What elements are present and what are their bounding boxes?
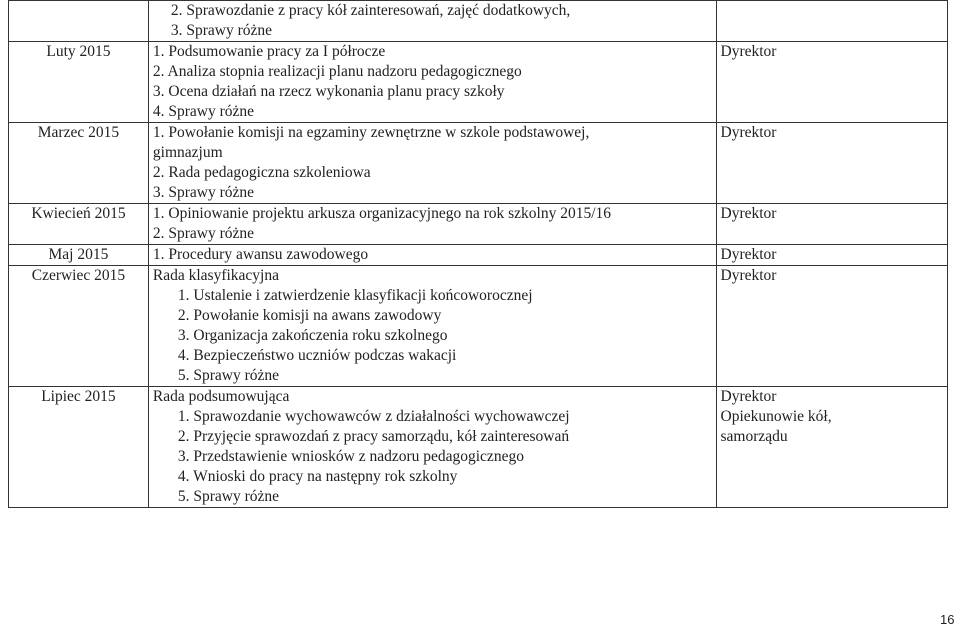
month-cell	[9, 1, 149, 42]
agenda-cell	[148, 387, 716, 508]
agenda-item: 1. Opiniowanie projektu arkusza organizacyjnego na rok szkolny 2015/16	[152, 205, 612, 222]
agenda-item: 1. Ustalenie i zatwierdzenie klasyfikacji końcoworocznej	[177, 287, 533, 304]
agenda-item: gimnazjum	[152, 144, 223, 161]
table-row	[9, 387, 948, 508]
agenda-item: 2. Analiza stopnia realizacji planu nadzoru pedagogicznego	[152, 63, 522, 80]
responsible-line: Dyrektor	[720, 388, 777, 405]
agenda-item: 1. Powołanie komisji na egzaminy zewnętrzne w szkole podstawowej,	[152, 124, 590, 141]
responsible-cell: Dyrektor	[716, 245, 947, 266]
agenda-item: 4. Wnioski do pracy na następny rok szkolny	[177, 468, 458, 485]
agenda-item: 2. Rada pedagogiczna szkoleniowa	[152, 164, 371, 181]
agenda-item: 2. Powołanie komisji na awans zawodowy	[177, 307, 442, 324]
responsible-cell: Dyrektor	[716, 123, 947, 204]
agenda-cell	[148, 1, 716, 42]
agenda-item: 3. Ocena działań na rzecz wykonania planu pracy szkoły	[152, 83, 505, 100]
month-cell: Kwiecień 2015	[9, 204, 149, 245]
agenda-cell	[148, 42, 716, 123]
agenda-item: 3. Przedstawienie wniosków z nadzoru pedagogicznego	[177, 448, 524, 465]
responsible-line: Opiekunowie kół,	[720, 408, 832, 425]
table-row	[9, 42, 948, 123]
agenda-item: 4. Bezpieczeństwo uczniów podczas wakacji	[177, 347, 457, 364]
responsible-cell: Dyrektor	[716, 42, 947, 123]
agenda-cell	[148, 123, 716, 204]
meeting-plan-table	[8, 0, 948, 508]
agenda-item: 2. Sprawozdanie z pracy kół zainteresowań, zajęć dodatkowych,	[170, 2, 571, 19]
month-cell: Luty 2015	[9, 42, 149, 123]
table-row	[9, 245, 948, 266]
agenda-heading: Rada klasyfikacyjna	[152, 267, 279, 284]
table-row	[9, 204, 948, 245]
responsible-cell	[716, 1, 947, 42]
page-number: 16	[940, 612, 955, 627]
table-row	[9, 266, 948, 387]
agenda-item: 2. Przyjęcie sprawozdań z pracy samorządu, kół zainteresowań	[177, 428, 570, 445]
responsible-cell: Dyrektor	[716, 204, 947, 245]
agenda-heading: Rada podsumowująca	[152, 388, 290, 405]
agenda-item: 3. Sprawy różne	[170, 22, 273, 39]
agenda-item: 3. Sprawy różne	[152, 184, 255, 201]
agenda-item: 5. Sprawy różne	[177, 367, 280, 384]
agenda-item: 1. Sprawozdanie wychowawców z działalności wychowawczej	[177, 408, 570, 425]
month-cell: Lipiec 2015	[9, 387, 149, 508]
responsible-cell	[716, 387, 947, 508]
agenda-item: 1. Procedury awansu zawodowego	[152, 246, 369, 263]
table-row	[9, 1, 948, 42]
agenda-item: 4. Sprawy różne	[152, 103, 255, 120]
agenda-item: 1. Podsumowanie pracy za I półrocze	[152, 43, 386, 60]
month-cell: Maj 2015	[9, 245, 149, 266]
responsible-line: samorządu	[720, 428, 788, 445]
agenda-cell	[148, 204, 716, 245]
month-cell: Marzec 2015	[9, 123, 149, 204]
responsible-cell: Dyrektor	[716, 266, 947, 387]
agenda-item: 5. Sprawy różne	[177, 488, 280, 505]
month-cell: Czerwiec 2015	[9, 266, 149, 387]
agenda-cell	[148, 266, 716, 387]
agenda-cell	[148, 245, 716, 266]
agenda-item: 3. Organizacja zakończenia roku szkolnego	[177, 327, 448, 344]
agenda-item: 2. Sprawy różne	[152, 225, 255, 242]
table-row	[9, 123, 948, 204]
